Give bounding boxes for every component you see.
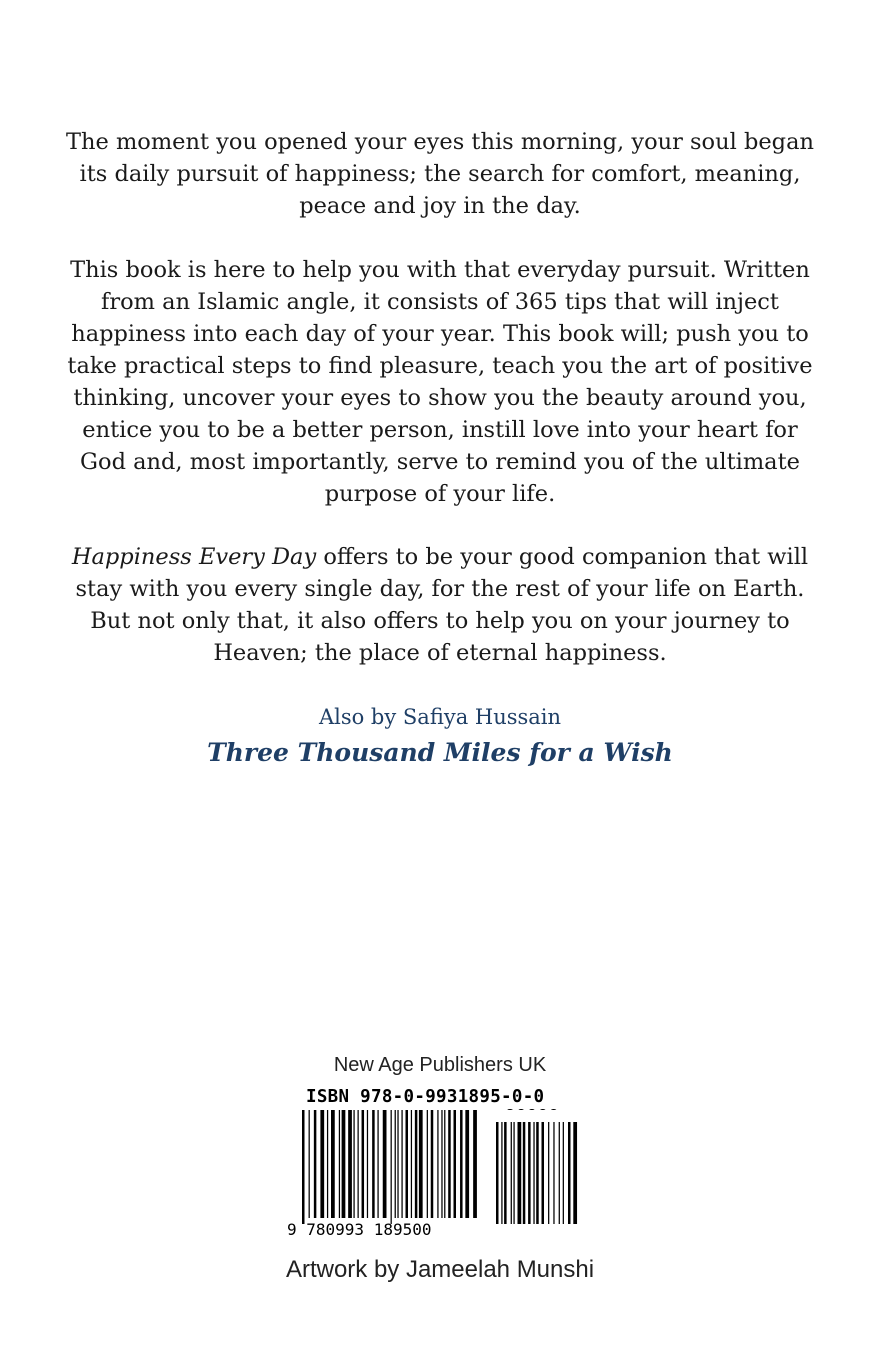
barcode-bar [367,1110,368,1218]
barcode-bar [342,1110,346,1218]
barcode-bar [511,1122,512,1224]
barcode-bar [320,1110,324,1218]
barcode-bar [448,1110,451,1218]
barcode-bar [473,1110,477,1218]
barcode-bar [437,1110,438,1218]
barcode-bar [314,1110,317,1218]
barcode-bar [528,1122,531,1224]
barcode-bar [431,1110,434,1218]
isbn-label: ISBN 978-0-9931895-0-0 [306,1087,545,1107]
barcode-bar [411,1110,412,1218]
barcode-bar [518,1122,522,1224]
barcode-bar [309,1110,310,1218]
barcode-bar [513,1122,514,1224]
barcode-bar [504,1122,507,1224]
barcode-bar [548,1122,549,1224]
barcode-bar [383,1110,387,1218]
publisher-name: New Age Publishers UK [333,1054,547,1076]
barcode-bar [533,1122,534,1224]
barcode-bar [454,1110,457,1218]
barcode-bar [331,1110,335,1218]
blurb-paragraph-1: The moment you opened your eyes this morning, your soul began its daily pursuit of happiness; the search for comfort, meaning, peace and joy in the day. [66,129,814,219]
barcode-bar [536,1122,539,1224]
barcode-bar [501,1122,502,1224]
barcode-bar [395,1110,396,1218]
barcode-bar [358,1110,359,1218]
barcode-bar [377,1110,378,1218]
other-book-title: Three Thousand Miles for a Wish [207,738,673,767]
barcode-bar [415,1110,418,1218]
book-title-italic: Happiness Every Day [71,544,317,570]
barcode-bar [553,1122,554,1224]
barcode-bar [339,1110,340,1218]
barcode-bar [397,1110,398,1218]
barcode-digits: 9 780993 189500 [287,1220,432,1239]
barcode-bar [391,1110,392,1224]
blurb-paragraph-3 [60,541,820,669]
barcode-bar [406,1110,409,1218]
barcode-bar [563,1122,564,1224]
barcode-bar [427,1110,428,1218]
barcode-bar [465,1110,469,1218]
barcode-bar [327,1110,328,1218]
barcode-bar [444,1110,445,1218]
barcode-bar [419,1110,423,1218]
barcode-bar [496,1122,499,1224]
barcode-bar [302,1110,305,1224]
barcode-bar [372,1110,375,1218]
barcode-bar [348,1110,352,1218]
also-by-author: Also by Safiya Hussain [318,705,562,729]
barcode-bar [362,1110,365,1218]
artwork-credit: Artwork by Jameelah Munshi [285,1256,595,1283]
barcode-bar [542,1122,545,1224]
barcode-bar [460,1110,463,1218]
barcode-bar [353,1110,354,1218]
barcode-bar [568,1122,571,1224]
barcode-bar [523,1122,526,1224]
barcode-bar [441,1110,442,1218]
barcode-bar [401,1110,402,1218]
isbn-barcode [288,1110,588,1224]
blurb-paragraph-3-text: offers to be your good companion that will stay with you every single day, for the rest of your life on Earth. But not only that, it also offers to help you on your journey to Heaven; the place of eternal happiness. [75,544,809,666]
barcode-bar [573,1122,577,1224]
blurb-paragraph-2: This book is here to help you with that everyday pursuit. Written from an Islamic angle, it consists of 365 tips that will inject happiness into each day of your year. This book will; push you to take practical steps to find pleasure, teach you the art of positive thinking, uncover your eyes to show you the beauty around you, entice you to be a better person, instill love into your heart for God and, most importantly, serve to remind you of the ultimate purpose of your life. [67,257,813,507]
barcode-bar [559,1122,560,1224]
